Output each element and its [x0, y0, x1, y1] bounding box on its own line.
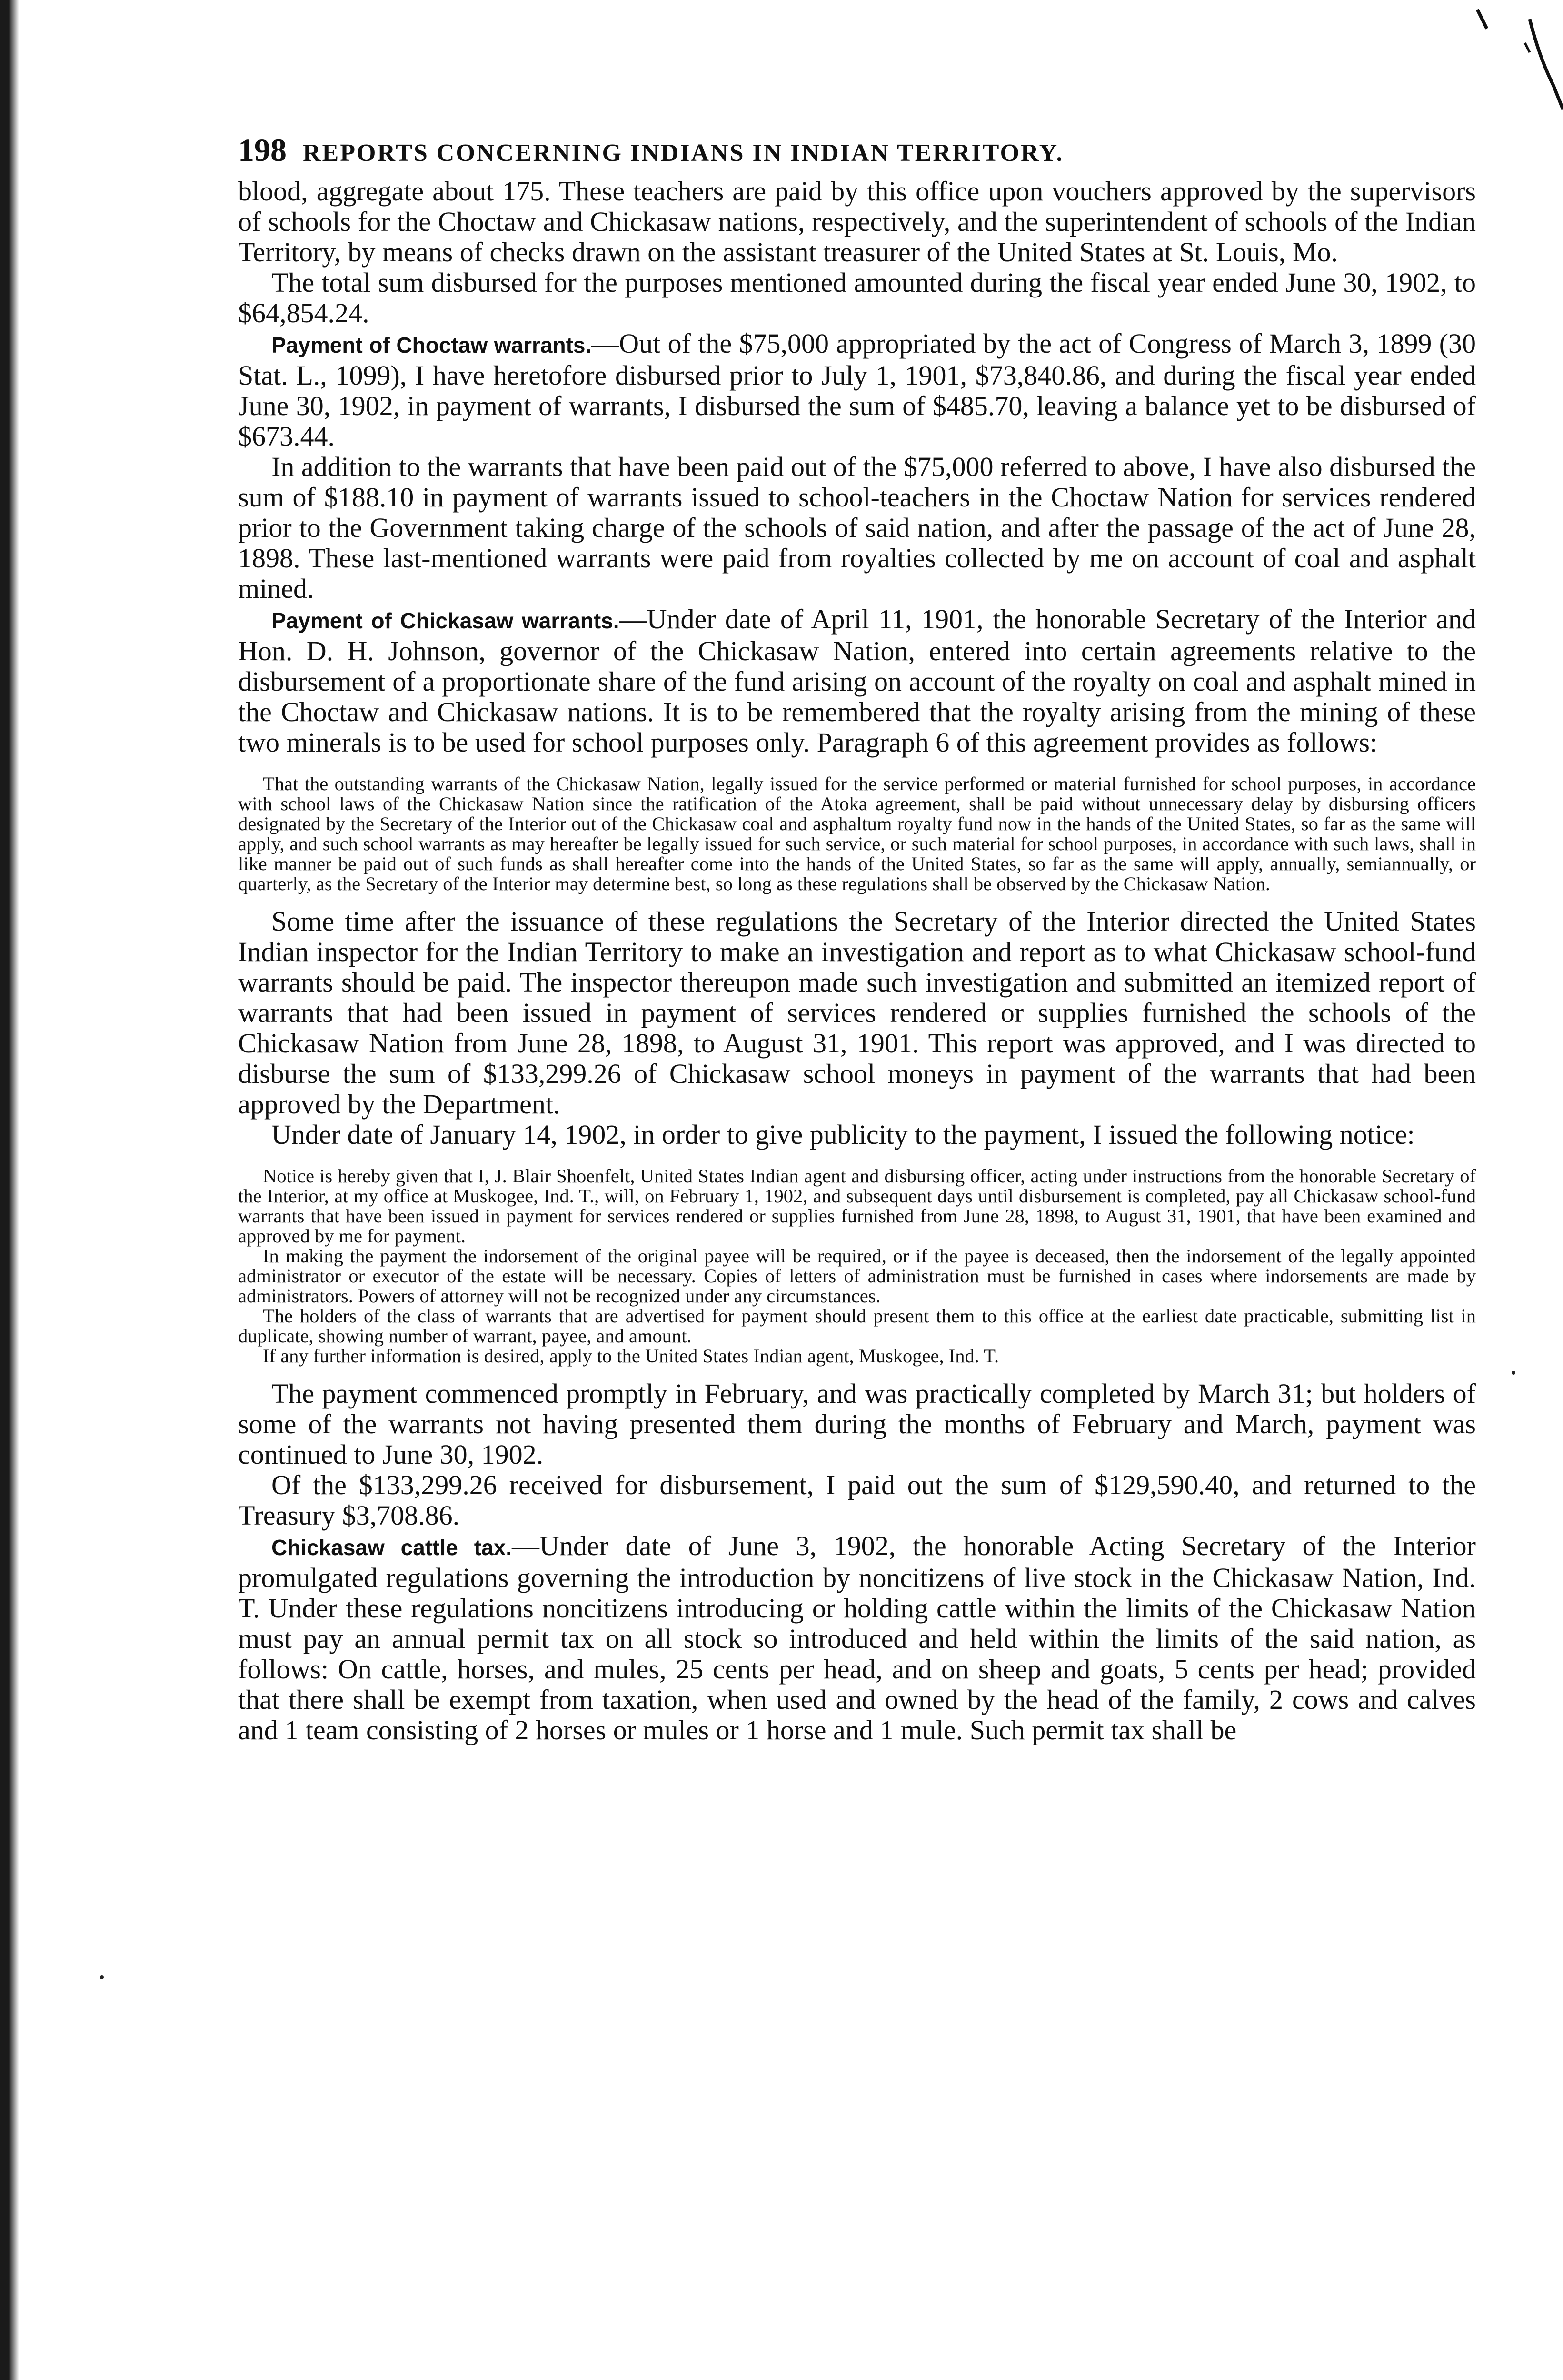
running-title: REPORTS CONCERNING INDIANS IN INDIAN TERRITORY.	[303, 139, 1064, 167]
section-heading: Payment of Chickasaw warrants.	[271, 608, 619, 633]
quoted-notice	[238, 1166, 1476, 1366]
paragraph: Some time after the issuance of these regulations the Secretary of the Interior directed the United States Indian inspector for the Indian Territory to make an investigation and report as to what Chickasaw school-fund warrants should be paid. The inspector thereupon made such investigation and submitted an itemized report of warrants that had been issued in payment of services rendered or supplies furnished the schools of the Chickasaw Nation from June 28, 1898, to August 31, 1901. This report was approved, and I was directed to disburse the sum of $133,299.26 of Chickasaw school moneys in payment of the warrants that had been approved by the Department.	[238, 906, 1476, 1120]
paragraph: The payment commenced promptly in February, and was practically completed by March 31; but holders of some of the warrants not having presented them during the months of February and March, payment was continued to June 30, 1902.	[238, 1378, 1476, 1470]
quoted-agreement	[238, 774, 1476, 894]
paragraph: blood, aggregate about 175. These teachers are paid by this office upon vouchers approved by the supervisors of schools for the Choctaw and Chickasaw nations, respectively, and the superintendent of schools of the Indian Territory, by means of checks drawn on the assistant treasurer of the United States at St. Louis, Mo.	[238, 176, 1476, 268]
paragraph	[238, 328, 1476, 452]
page-number: 198	[238, 132, 287, 168]
page-content	[238, 131, 1476, 1745]
scan-left-edge	[0, 0, 19, 2380]
scan-speck	[1512, 1371, 1515, 1375]
paragraph: The total sum disbursed for the purposes mentioned amounted during the fiscal year ended June 30, 1902, to $64,854.24.	[238, 267, 1476, 328]
paragraph-text: —Under date of April 11, 1901, the honorable Secretary of the Interior and Hon. D. H. Johnson, governor of the Chickasaw Nation, entered into certain agreements relative to the disbursement of a proportionate share of the fund arising on account of the royalty on coal and asphalt mined in the Choctaw and Chickasaw nations. It is to be remembered that the royalty arising from the mining of these two minerals is to be used for school purposes only. Paragraph 6 of this agreement provides as follows:	[238, 604, 1476, 758]
quote-paragraph: Notice is hereby given that I, J. Blair Shoenfelt, United States Indian agent and disbursing officer, acting under instructions from the honorable Secretary of the Interior, at my office at Muskogee, Ind. T., will, on February 1, 1902, and subsequent days until disbursement is completed, pay all Chickasaw school-fund warrants that have been issued in payment for services rendered or supplies furnished from June 28, 1898, to August 31, 1901, that have been examined and approved by me for payment.	[238, 1165, 1476, 1247]
quote-paragraph: That the outstanding warrants of the Chickasaw Nation, legally issued for the service performed or material furnished for school purposes, in accordance with school laws of the Chickasaw Nation since the ratification of the Atoka agreement, shall be paid without unnecessary delay by disbursing officers designated by the Secretary of the Interior out of the Chickasaw coal and asphaltum royalty fund now in the hands of the United States, so far as the same will apply, and such school warrants as may hereafter be legally issued for such service, or such material for school purposes, in accordance with such laws, shall in like manner be paid out of such funds as shall hereafter come into the hands of the United States, so far as the same will apply, annually, semiannually, or quarterly, as the Secretary of the Interior may determine best, so long as these regulations shall be observed by the Chickasaw Nation.	[238, 773, 1476, 894]
quote-paragraph: If any further information is desired, apply to the United States Indian agent, Muskogee, Ind. T.	[263, 1345, 999, 1367]
scan-speck	[100, 1975, 104, 1979]
paragraph-text: —Out of the $75,000 appropriated by the act of Congress of March 3, 1899 (30 Stat. L., 1099), I have heretofore disbursed prior to July 1, 1901, $73,840.86, and during the fiscal year ended June 30, 1902, in payment of warrants, I disbursed the sum of $485.70, leaving a balance yet to be disbursed of $673.44.	[238, 328, 1476, 452]
quote-paragraph: In making the payment the indorsement of the original payee will be required, or if the payee is deceased, then the indorsement of the legally appointed administrator or executor of the estate will be necessary. Copies of letters of administration must be furnished in cases where indorsements are made by administrators. Powers of attorney will not be recognized under any circumstances.	[238, 1245, 1476, 1307]
paragraph: Under date of January 14, 1902, in order to give publicity to the payment, I issued the following notice:	[271, 1119, 1415, 1150]
section-heading: Chickasaw cattle tax.	[271, 1535, 512, 1560]
quote-paragraph: The holders of the class of warrants that are advertised for payment should present them to this office at the earliest date practicable, submitting list in duplicate, showing number of warrant, payee, and amount.	[238, 1305, 1476, 1347]
paragraph	[238, 604, 1476, 758]
paragraph: Of the $133,299.26 received for disbursement, I paid out the sum of $129,590.40, and returned to the Treasury $3,708.86.	[238, 1469, 1476, 1531]
paragraph: In addition to the warrants that have been paid out of the $75,000 referred to above, I have also disbursed the sum of $188.10 in payment of warrants issued to school-teachers in the Choctaw Nation for services rendered prior to the Government taking charge of the schools of said nation, and after the passage of the act of June 28, 1898. These last-mentioned warrants were paid from royalties collected by me on account of coal and asphalt mined.	[238, 451, 1476, 604]
section-heading: Payment of Choctaw warrants.	[271, 333, 592, 357]
paragraph-text: —Under date of June 3, 1902, the honorable Acting Secretary of the Interior promulgated regulations governing the introduction by noncitizens of live stock in the Chickasaw Nation, Ind. T. Under these regulations noncitizens introducing or holding cattle within the limits of the Chickasaw Nation must pay an annual permit tax on all stock so introduced and held within the limits of the said nation, as follows: On cattle, horses, and mules, 25 cents per head, and on sheep and goats, 5 cents per head; provided that there shall be exempt from taxation, when used and owned by the head of the family, 2 cows and calves and 1 team consisting of 2 horses or mules or 1 horse and 1 mule. Such permit tax shall be	[238, 1530, 1476, 1745]
running-header	[238, 131, 1476, 172]
corner-scan-mark	[1458, 0, 1563, 124]
paragraph	[238, 1531, 1476, 1745]
